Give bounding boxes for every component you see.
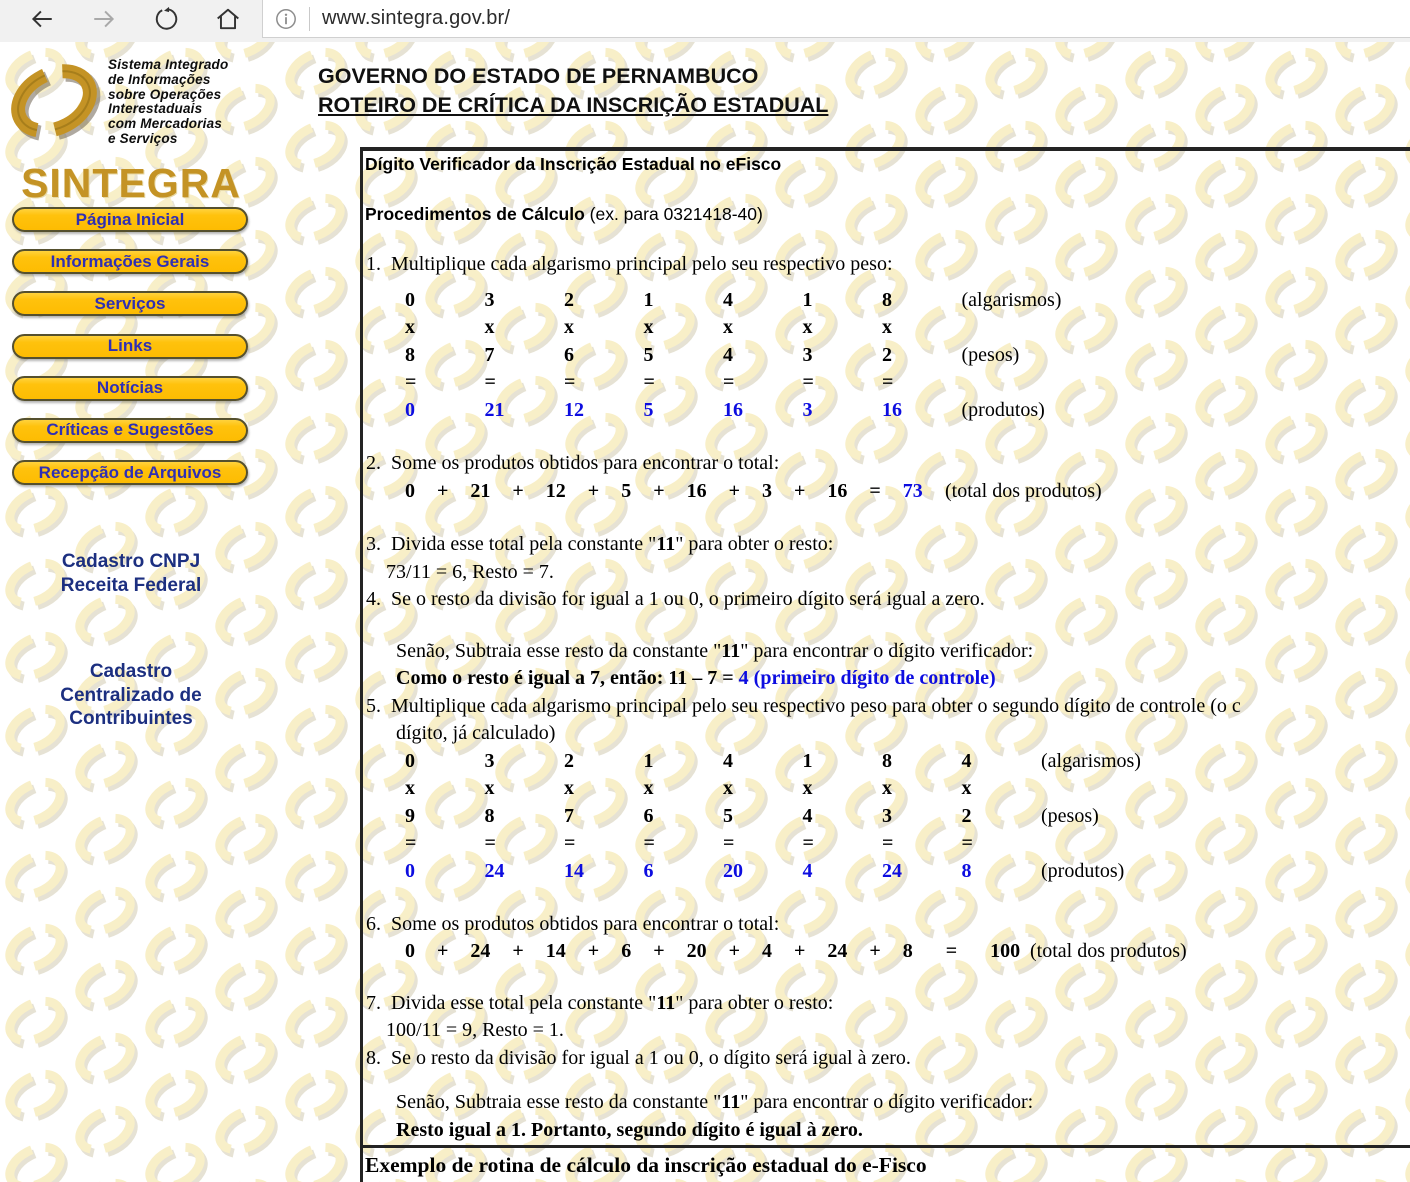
table-cell: 2	[564, 288, 574, 311]
table-cell: =	[643, 371, 655, 393]
step-6: 6. Some os produtos obtidos para encontrar o total:	[366, 912, 780, 935]
table-cell: x	[484, 777, 495, 799]
sintegra-logo	[6, 56, 228, 148]
first-digit-value: 4 (primeiro dígito de controle)	[738, 667, 996, 689]
table-cell: 4	[961, 749, 972, 772]
table-row-times	[365, 775, 1410, 803]
back-icon[interactable]	[28, 5, 56, 33]
table-cell: 8	[961, 859, 972, 882]
step-7: 7. Divida esse total pela constante "11" para obter o resto:	[366, 991, 834, 1014]
equation-6-note: (total dos produtos)	[1030, 940, 1187, 962]
table-row-produtos	[365, 858, 1410, 886]
senao-line-1: Senão, Subtraia esse resto da constante "11" para encontrar o dígito verificador:	[396, 639, 1034, 662]
table-cell: 5	[643, 398, 654, 421]
table-cell: 16	[723, 398, 743, 421]
table-cell: =	[882, 832, 894, 854]
table-cell: 16	[882, 398, 902, 421]
table-cell: =	[961, 832, 973, 854]
step-1: 1. Multiplique cada algarismo principal pelo seu respectivo peso:	[366, 253, 893, 275]
table-row-label: (pesos)	[1041, 804, 1099, 827]
table-row-label: (produtos)	[1041, 859, 1125, 882]
table-cell: 8	[405, 343, 415, 366]
table-cell: 1	[643, 749, 654, 772]
address-bar[interactable]	[262, 0, 1410, 38]
table-cell: x	[802, 777, 813, 799]
table-cell: 5	[643, 343, 654, 366]
sidebar-button-criticas-e-sugestoes[interactable]: Críticas e Sugestões	[12, 418, 248, 443]
table-cell: 20	[723, 859, 743, 882]
table-cell: 6	[643, 804, 654, 827]
equation-2: 0 + 21 + 12 + 5 + 16 + 3 + 16 = 73 (total dos produtos)	[365, 478, 1410, 506]
table-cell: 0	[405, 749, 415, 772]
table-cell: =	[723, 371, 735, 393]
table-cell: 21	[484, 398, 505, 421]
table-cell: 1	[802, 288, 813, 311]
sidebar	[0, 42, 312, 1182]
home-icon[interactable]	[214, 5, 242, 33]
table-cell: 0	[405, 398, 415, 421]
table-row-label: (produtos)	[961, 398, 1045, 421]
table-cell: 8	[484, 804, 495, 827]
table-cell: 4	[802, 804, 813, 827]
table-cell: 5	[723, 804, 733, 827]
table-cell: 3	[484, 288, 495, 311]
table-row-equals	[365, 830, 1410, 858]
example-section	[363, 1145, 1410, 1178]
table-cell: x	[882, 777, 892, 799]
table-row-produtos	[365, 397, 1410, 425]
info-icon[interactable]	[263, 8, 309, 30]
sintegra-brand-text: SINTEGRA	[21, 160, 241, 206]
sidebar-menu	[12, 207, 248, 502]
sintegra-swirl-icon	[6, 56, 104, 148]
table-cell: x	[961, 777, 972, 799]
equation-6: 0 + 24 + 14 + 6 + 20 + 4 + 24 + 8 = 100 (total dos produtos)	[365, 938, 1410, 966]
table-cell: 7	[484, 343, 495, 366]
table-cell: x	[405, 777, 415, 799]
procedures-line	[365, 203, 1410, 225]
table-cell: =	[564, 371, 576, 393]
main-content	[318, 42, 1410, 1182]
table-row-equals	[365, 369, 1410, 397]
table-cell: x	[723, 316, 733, 338]
table-cell: =	[405, 371, 417, 393]
table-cell: =	[802, 832, 814, 854]
box-header: Dígito Verificador da Inscrição Estadual no eFisco	[365, 154, 782, 174]
table-cell: x	[723, 777, 733, 799]
table-cell: =	[405, 832, 417, 854]
table-cell: 6	[643, 859, 654, 882]
table-cell: 2	[961, 804, 972, 827]
table-cell: 1	[643, 288, 654, 311]
table-cell: x	[882, 316, 892, 338]
table-cell: =	[484, 832, 496, 854]
browser-toolbar	[0, 0, 1410, 42]
page-title: GOVERNO DO ESTADO DE PERNAMBUCO	[318, 64, 759, 88]
table-cell: 8	[882, 288, 892, 311]
second-digit-result: Resto igual a 1. Portanto, segundo dígito é igual à zero.	[396, 1118, 863, 1141]
sidebar-link-cadastro-centralizado[interactable]: Cadastro Centralizado de Contribuintes	[60, 661, 202, 729]
sintegra-tagline: Sistema Integrado de Informações sobre Operações Interestaduais com Mercadorias e Serviços	[108, 57, 229, 146]
table-cell: 3	[484, 749, 495, 772]
sidebar-button-pagina-inicial[interactable]: Página Inicial	[12, 207, 248, 232]
calc-3: 73/11 = 6, Resto = 7.	[386, 560, 554, 583]
table-cell: =	[882, 371, 894, 393]
calculation-box	[360, 147, 1410, 1182]
step-8: 8. Se o resto da divisão for igual a 1 ou 0, o dígito será igual à zero.	[366, 1046, 911, 1069]
table-row-pesos	[365, 803, 1410, 831]
table-cell: 12	[564, 398, 584, 421]
table-cell: 4	[723, 288, 733, 311]
table-cell: 2	[882, 343, 892, 366]
table-cell: =	[484, 371, 496, 393]
table-row-label: (algarismos)	[961, 288, 1062, 311]
procedures-label: Procedimentos de Cálculo	[365, 204, 585, 224]
step-2: 2. Some os produtos obtidos para encontrar o total:	[366, 452, 780, 474]
table-cell: 0	[405, 288, 415, 311]
table-cell: 9	[405, 804, 415, 827]
table-cell: x	[564, 316, 574, 338]
table-cell: 3	[802, 343, 813, 366]
table-cell: 1	[802, 749, 813, 772]
table-cell: 4	[723, 749, 733, 772]
calc-7: 100/11 = 9, Resto = 1.	[386, 1019, 564, 1041]
table-cell: x	[802, 316, 813, 338]
table-row-label: (algarismos)	[1041, 749, 1141, 772]
table-row-algarismos	[365, 748, 1410, 776]
url-text[interactable]: www.sintegra.gov.br/	[322, 7, 511, 29]
table-cell: 24	[484, 859, 505, 882]
equation-2-note: (total dos produtos)	[945, 479, 1102, 502]
sidebar-button-recepcao-de-arquivos[interactable]: Recepção de Arquivos	[12, 460, 248, 485]
table-row-algarismos	[365, 287, 1410, 315]
table-cell: 14	[564, 859, 584, 882]
table-cell: =	[802, 371, 814, 393]
step-5-line1: 5. Multiplique cada algarismo principal pelo seu respectivo peso para obter o segundo dígito de controle (o c	[366, 694, 1241, 717]
total-73: 73	[902, 479, 923, 502]
forward-icon[interactable]	[90, 5, 118, 33]
procedures-example: (ex. para 0321418-40)	[584, 204, 763, 224]
calc-table-2	[365, 748, 1410, 886]
table-cell: =	[643, 832, 655, 854]
table-cell: =	[564, 832, 576, 854]
table-cell: 3	[882, 804, 892, 827]
step-4: 4. Se o resto da divisão for igual a 1 ou 0, o primeiro dígito será igual a zero.	[366, 588, 985, 610]
table-cell: =	[723, 832, 735, 854]
table-row-pesos	[365, 342, 1410, 370]
table-cell: x	[405, 316, 415, 338]
table-cell: 24	[882, 859, 902, 882]
table-cell: x	[643, 777, 654, 799]
step-5-line2: dígito, já calculado)	[396, 722, 556, 744]
table-cell: x	[564, 777, 574, 799]
table-cell: 0	[405, 859, 415, 882]
first-digit-result: Como o resto é igual a 7, então: 11 – 7 = 4 (primeiro dígito de controle)	[396, 667, 996, 689]
table-cell: 3	[802, 398, 813, 421]
table-cell: x	[643, 316, 654, 338]
sidebar-button-servicos[interactable]: Serviços	[12, 291, 248, 316]
sidebar-button-links[interactable]: Links	[12, 334, 248, 359]
page-subtitle: ROTEIRO DE CRÍTICA DA INSCRIÇÃO ESTADUAL	[318, 93, 829, 117]
senao-line-2: Senão, Subtraia esse resto da constante "11" para encontrar o dígito verificador:	[396, 1091, 1034, 1113]
table-cell: 7	[564, 804, 574, 827]
calc-table-1	[365, 287, 1410, 425]
table-cell: 8	[882, 749, 892, 772]
table-row-label: (pesos)	[961, 343, 1020, 366]
table-cell: 2	[564, 749, 574, 772]
sidebar-button-noticias[interactable]: Notícias	[12, 376, 248, 401]
step-3: 3. Divida esse total pela constante "11" para obter o resto:	[366, 533, 834, 555]
table-cell: 4	[802, 859, 813, 882]
refresh-icon[interactable]	[152, 5, 180, 33]
sidebar-button-informacoes-gerais[interactable]: Informações Gerais	[12, 249, 248, 274]
table-cell: 4	[723, 343, 733, 366]
table-cell: 6	[564, 343, 574, 366]
table-row-times	[365, 314, 1410, 342]
sidebar-link-cadastro-cnpj[interactable]: Cadastro CNPJ Receita Federal	[60, 551, 202, 596]
example-header: Exemplo de rotina de cálculo da inscrição estadual do e-Fisco	[365, 1153, 927, 1177]
table-cell: x	[484, 316, 495, 338]
